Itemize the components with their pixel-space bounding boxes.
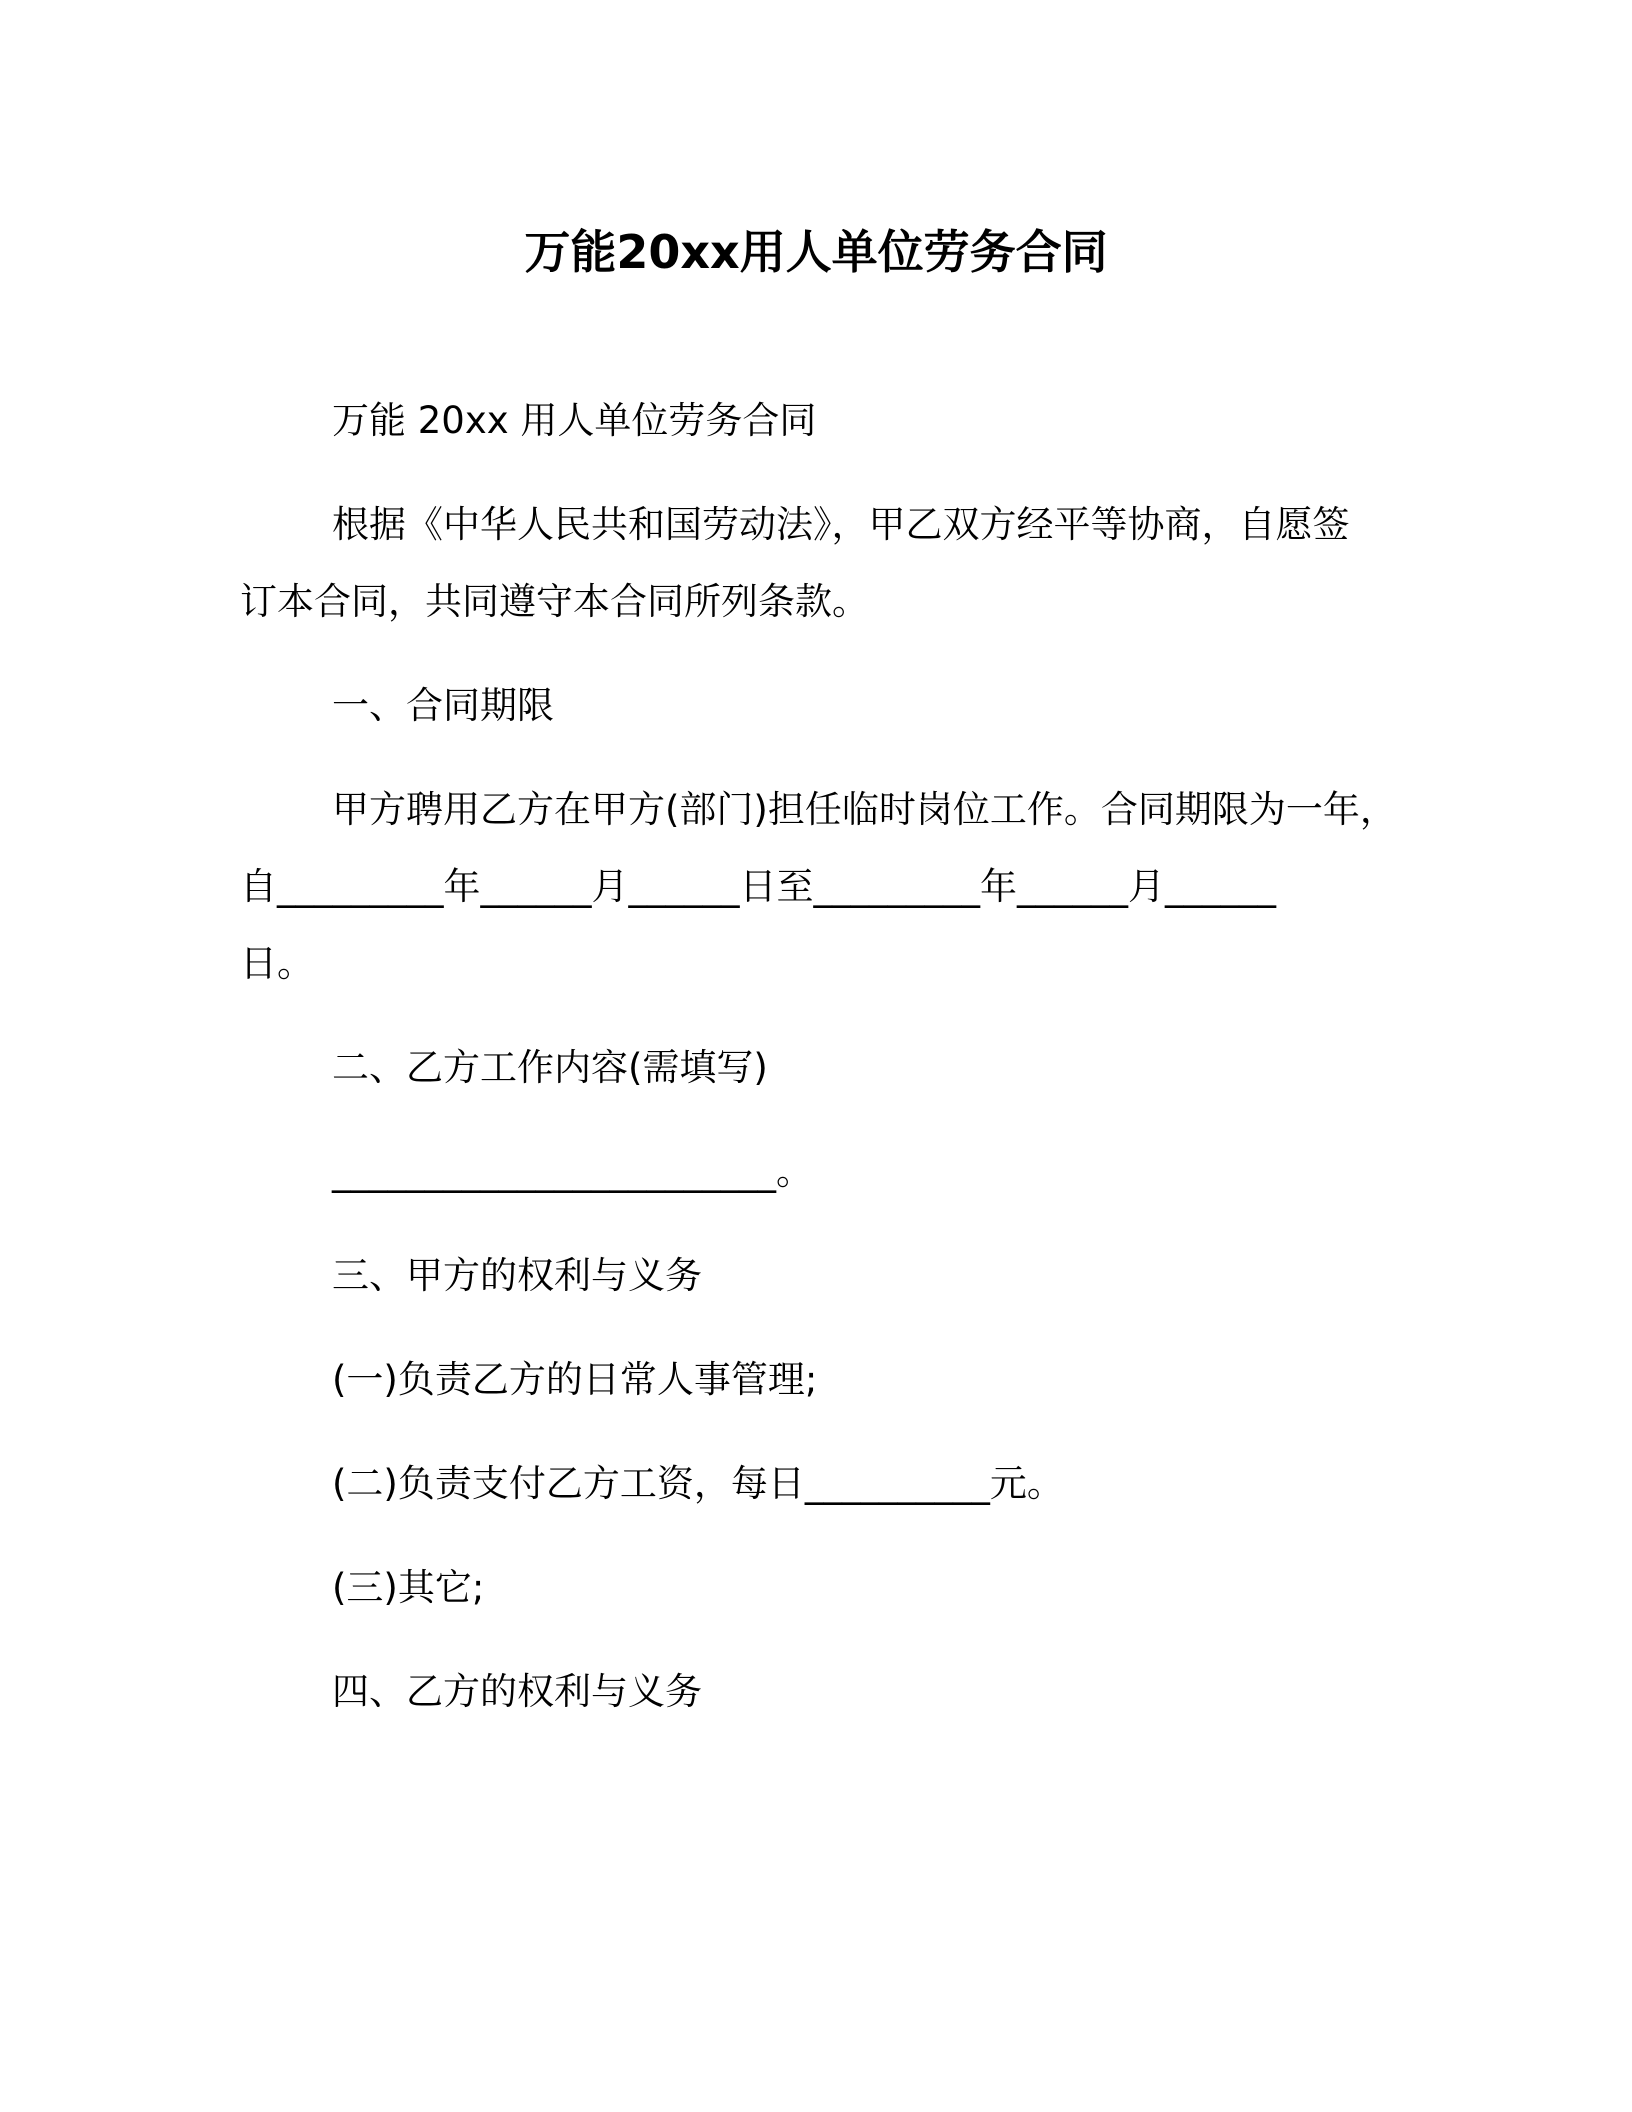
intro-paragraph-line-2: 订本合同，共同遵守本合同所列条款。	[240, 580, 869, 623]
section-1-heading: 一、合同期限	[332, 684, 554, 727]
section-1-line-1: 甲方聘用乙方在甲方(部门)担任临时岗位工作。合同期限为一年，	[332, 788, 1397, 831]
section-3-item-3: (三)其它;	[332, 1566, 485, 1609]
document-subtitle: 万能 20xx 用人单位劳务合同	[332, 399, 817, 442]
intro-paragraph-line-1: 根据《中华人民共和国劳动法》，甲乙双方经平等协商，自愿签	[332, 503, 1350, 546]
section-3-item-2: (二)负责支付乙方工资，每日__________元。	[332, 1462, 1064, 1505]
document-title: 万能20xx用人单位劳务合同	[524, 225, 1108, 279]
section-3-item-1: (一)负责乙方的日常人事管理;	[332, 1358, 818, 1401]
section-2-heading: 二、乙方工作内容(需填写)	[332, 1046, 768, 1089]
section-1-line-2: 自_________年______月______日至_________年______月______	[240, 865, 1276, 908]
section-1-line-3: 日。	[240, 942, 314, 985]
section-4-heading: 四、乙方的权利与义务	[332, 1670, 702, 1713]
section-3-heading: 三、甲方的权利与义务	[332, 1254, 702, 1297]
section-2-blank-line: ________________________。	[332, 1150, 813, 1193]
